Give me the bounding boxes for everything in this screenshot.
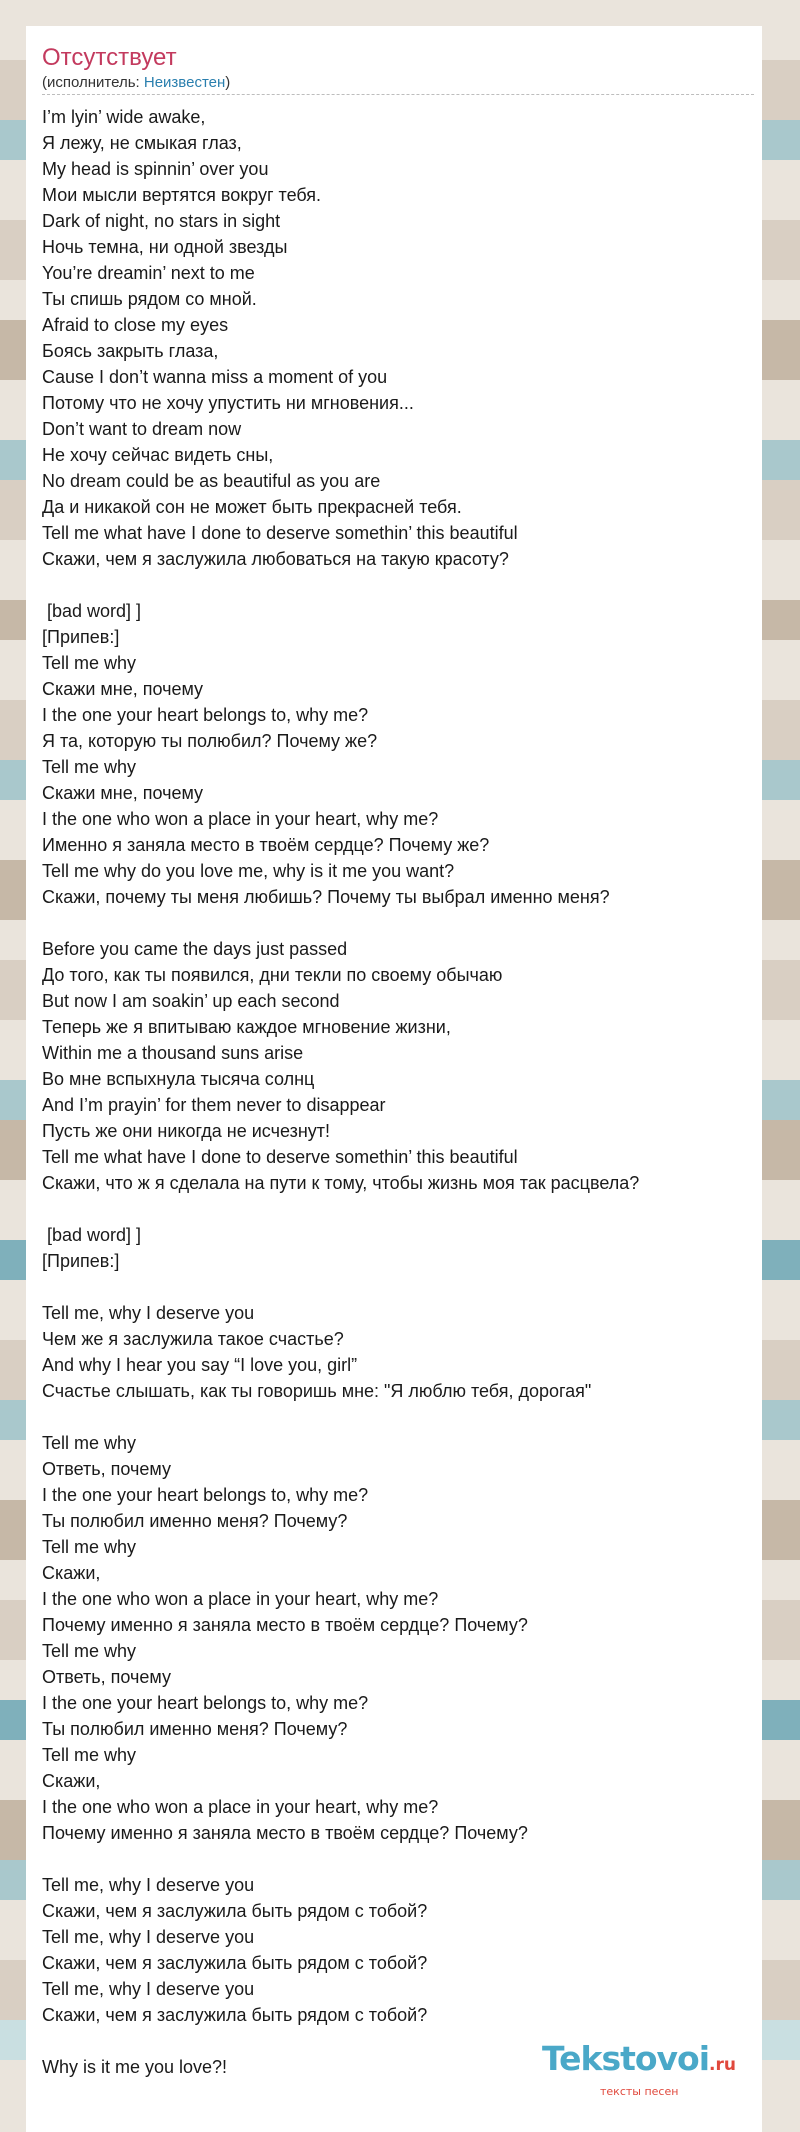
lyric-line: Why is it me you love?! (42, 2057, 228, 2077)
lyric-line: [Припев:] (42, 1251, 120, 1271)
lyric-line: Afraid to close my eyes (42, 315, 229, 335)
lyric-line: До того, как ты появился, дни текли по своему обычаю (42, 965, 503, 985)
lyric-line: Скажи, чем я заслужила любоваться на такую красоту? (42, 549, 509, 569)
lyric-line: [bad word] ] (42, 601, 142, 621)
lyric-line: Счастье слышать, как ты говоришь мне: "Я люблю тебя, дорогая" (42, 1381, 592, 1401)
song-title: Отсутствует (42, 44, 177, 71)
lyric-line: Теперь же я впитываю каждое мгновение жизни, (42, 1017, 451, 1037)
lyric-line: Tell me why (42, 1537, 137, 1557)
lyric-line: And I’m prayin’ for them never to disappear (42, 1095, 386, 1115)
lyric-line: Tell me why (42, 1641, 137, 1661)
lyric-line: [Припев:] (42, 627, 120, 647)
lyric-line: I the one who won a place in your heart, why me? (42, 1797, 439, 1817)
lyric-line: Скажи, чем я заслужила быть рядом с тобой? (42, 2005, 428, 2025)
lyric-line: Скажи, (42, 1563, 101, 1583)
lyric-line (42, 1196, 754, 1222)
lyric-line: Почему именно я заняла место в твоём сердце? Почему? (42, 1615, 528, 1635)
lyrics-card (26, 26, 762, 2132)
lyric-line: I the one your heart belongs to, why me? (42, 705, 369, 725)
lyric-line: Ответь, почему (42, 1667, 171, 1687)
lyric-line: Во мне вспыхнула тысяча солнц (42, 1069, 315, 1089)
lyric-line: Tell me why do you love me, why is it me you want? (42, 861, 455, 881)
lyric-line (42, 910, 754, 936)
lyric-line: Before you came the days just passed (42, 939, 348, 959)
lyric-line: [bad word] ] (42, 1225, 142, 1245)
lyric-line: Ты спишь рядом со мной. (42, 289, 257, 309)
lyric-line: Не хочу сейчас видеть сны, (42, 445, 274, 465)
lyric-line: Ты полюбил именно меня? Почему? (42, 1719, 348, 1739)
lyric-line: Cause I don’t wanna miss a moment of you (42, 367, 388, 387)
lyric-line: Чем же я заслужила такое счастье? (42, 1329, 344, 1349)
lyric-line: Tell me why (42, 1433, 137, 1453)
lyric-line: Tell me why (42, 757, 137, 777)
lyric-line: I the one who won a place in your heart, why me? (42, 809, 439, 829)
lyric-line: Within me a thousand suns arise (42, 1043, 304, 1063)
lyric-line: Скажи, (42, 1771, 101, 1791)
lyric-line: Скажи мне, почему (42, 679, 204, 699)
lyric-line: Ты полюбил именно меня? Почему? (42, 1511, 348, 1531)
lyric-line: Почему именно я заняла место в твоём сердце? Почему? (42, 1823, 528, 1843)
logo-tagline: тексты песен (600, 2085, 679, 2098)
lyric-line: Tell me why (42, 1745, 137, 1765)
lyric-line: Скажи, почему ты меня любишь? Почему ты выбрал именно меня? (42, 887, 610, 907)
lyric-line: I’m lyin’ wide awake, (42, 107, 206, 127)
lyric-line: Мои мысли вертятся вокруг тебя. (42, 185, 322, 205)
lyric-line (42, 1404, 754, 1430)
lyric-line: Tell me, why I deserve you (42, 1979, 255, 1999)
lyric-line: No dream could be as beautiful as you are (42, 471, 381, 491)
lyric-line: Tell me why (42, 653, 137, 673)
lyric-line: Потому что не хочу упустить ни мгновения... (42, 393, 414, 413)
song-artist-line (42, 74, 230, 92)
lyric-line: But now I am soakin’ up each second (42, 991, 340, 1011)
lyric-line (42, 1846, 754, 1872)
lyric-line (42, 1274, 754, 1300)
lyric-line: My head is spinnin’ over you (42, 159, 269, 179)
lyric-line: Именно я заняла место в твоём сердце? Почему же? (42, 835, 490, 855)
lyric-line: Да и никакой сон не может быть прекрасней тебя. (42, 497, 462, 517)
lyric-line: Скажи, чем я заслужила быть рядом с тобой? (42, 1901, 428, 1921)
lyric-line: Скажи, что ж я сделала на пути к тому, чтобы жизнь моя так расцвела? (42, 1173, 640, 1193)
logo-tld: .ru (709, 2055, 736, 2075)
lyric-line: I the one your heart belongs to, why me? (42, 1693, 369, 1713)
lyric-line: Tell me what have I done to deserve somethin’ this beautiful (42, 1147, 518, 1167)
lyric-line: Tell me, why I deserve you (42, 1927, 255, 1947)
artist-suffix: ) (225, 74, 231, 91)
artist-prefix: (исполнитель: (42, 74, 144, 91)
lyric-line: I the one your heart belongs to, why me? (42, 1485, 369, 1505)
site-logo[interactable] (542, 2039, 736, 2098)
lyric-line: Tell me what have I done to deserve somethin’ this beautiful (42, 523, 518, 543)
lyric-line: Я та, которую ты полюбил? Почему же? (42, 731, 378, 751)
lyric-line: Скажи, чем я заслужила быть рядом с тобой? (42, 1953, 428, 1973)
lyric-line: Боясь закрыть глаза, (42, 341, 219, 361)
lyric-line: Dark of night, no stars in sight (42, 211, 281, 231)
lyric-line: Tell me, why I deserve you (42, 1875, 255, 1895)
lyric-line: Скажи мне, почему (42, 783, 204, 803)
lyric-line: And why I hear you say “I love you, girl” (42, 1355, 358, 1375)
lyrics-text (42, 104, 754, 2080)
lyric-line: Tell me, why I deserve you (42, 1303, 255, 1323)
lyric-line (42, 572, 754, 598)
lyric-line: You’re dreamin’ next to me (42, 263, 255, 283)
artist-link[interactable]: Неизвестен (143, 74, 226, 91)
lyric-line: Я лежу, не смыкая глаз, (42, 133, 242, 153)
lyric-line: I the one who won a place in your heart, why me? (42, 1589, 439, 1609)
logo-brand: Tekstovoi (542, 2039, 710, 2078)
lyric-line: Пусть же они никогда не исчезнут! (42, 1121, 331, 1141)
lyric-line: Don’t want to dream now (42, 419, 242, 439)
lyric-line: Ночь темна, ни одной звезды (42, 237, 288, 257)
lyric-line: Ответь, почему (42, 1459, 171, 1479)
header-divider (42, 94, 754, 95)
